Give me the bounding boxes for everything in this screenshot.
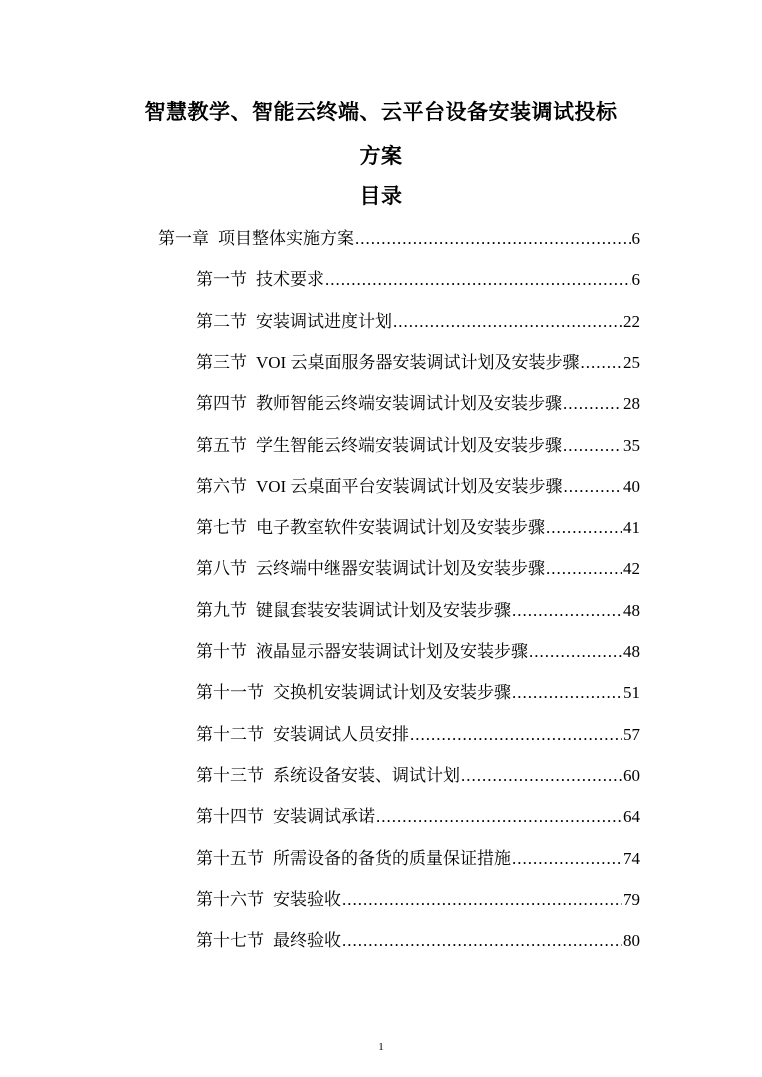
dot-leader — [393, 312, 622, 332]
toc-entry-page: 6 — [631, 229, 640, 248]
dot-leader — [376, 807, 622, 827]
toc-entry-page: 60 — [623, 765, 640, 785]
toc-entry-title: 教师智能云终端安装调试计划及安装步骤 — [256, 394, 562, 414]
dot-leader — [529, 642, 622, 662]
toc-entry-page: 41 — [623, 518, 640, 538]
toc-entry-page: 40 — [623, 476, 640, 496]
toc-entry-page: 22 — [623, 311, 640, 331]
dot-leader — [410, 725, 622, 745]
toc-entry[interactable] — [196, 472, 640, 498]
toc-entry-title: 项目整体实施方案 — [218, 229, 354, 248]
toc-entry-page: 74 — [623, 848, 640, 868]
toc-entry-title: 云终端中继器安装调试计划及安装步骤 — [256, 559, 545, 579]
toc-entry-page: 48 — [623, 600, 640, 620]
toc-entry-page: 35 — [623, 435, 640, 455]
toc-entry[interactable] — [196, 761, 640, 787]
toc-entry[interactable] — [196, 348, 640, 374]
dot-leader — [563, 477, 622, 497]
toc-entry[interactable] — [196, 802, 640, 828]
toc-entry-page: 57 — [623, 724, 640, 744]
toc-entry[interactable] — [196, 554, 640, 580]
toc-entry-title: 安装验收 — [273, 889, 341, 909]
toc-entry[interactable] — [196, 678, 640, 704]
dot-leader — [461, 766, 622, 786]
toc-entry-title: 技术要求 — [256, 270, 324, 290]
toc-entry-title: 液晶显示器安装调试计划及安装步骤 — [256, 642, 528, 661]
dot-leader — [512, 601, 622, 621]
toc-entry-number: 第十六节 — [196, 889, 264, 909]
toc-entry[interactable] — [196, 926, 640, 952]
toc-entry[interactable] — [196, 596, 640, 622]
dot-leader — [355, 229, 631, 249]
toc-entry[interactable] — [196, 844, 640, 870]
dot-leader — [563, 436, 622, 456]
toc-entry-page: 48 — [623, 642, 640, 661]
toc-entry-number: 第四节 — [196, 394, 247, 414]
toc-entry-page: 25 — [623, 352, 640, 372]
dot-leader — [512, 849, 622, 869]
toc-entry-title: 最终验收 — [273, 931, 341, 951]
toc-entry-page: 28 — [623, 394, 640, 414]
toc-entry-number: 第九节 — [196, 600, 247, 620]
toc-entry-title: 安装调试承诺 — [273, 807, 375, 827]
dot-leader — [325, 270, 631, 290]
toc-entry-page: 51 — [623, 683, 640, 703]
toc-entry[interactable] — [196, 389, 640, 415]
toc-entry-page: 42 — [623, 559, 640, 579]
toc-entry-title: 安装调试进度计划 — [256, 311, 392, 331]
toc-entry-number: 第十七节 — [196, 931, 264, 951]
toc-entry-number: 第十一节 — [196, 683, 264, 703]
toc-entry-title: VOI 云桌面平台安装调试计划及安装步骤 — [256, 476, 563, 496]
toc-entry-number: 第一章 — [158, 229, 209, 248]
toc-entry-number: 第八节 — [196, 559, 247, 579]
toc-entry-number: 第五节 — [196, 435, 247, 455]
toc-entry-number: 第一节 — [196, 270, 247, 290]
toc-entry-title: 系统设备安装、调试计划 — [273, 765, 460, 785]
dot-leader — [546, 518, 622, 538]
dot-leader — [342, 931, 622, 951]
toc-entry-title: 学生智能云终端安装调试计划及安装步骤 — [256, 435, 562, 455]
toc-entry-title: 所需设备的备货的质量保证措施 — [273, 848, 511, 868]
toc-heading: 目录 — [359, 185, 403, 208]
page-number: 1 — [378, 1041, 384, 1053]
toc-entry-number: 第十五节 — [196, 848, 264, 868]
toc-entry-number: 第十二节 — [196, 724, 264, 744]
dot-leader — [563, 394, 622, 414]
toc-entry[interactable] — [196, 637, 640, 663]
toc-entry-number: 第三节 — [196, 352, 247, 372]
toc-entry-title: 安装调试人员安排 — [273, 724, 409, 744]
document-title: 智慧教学、智能云终端、云平台设备安装调试投标 — [144, 101, 618, 124]
toc-entry-number: 第六节 — [196, 476, 247, 496]
dot-leader — [546, 559, 622, 579]
toc-entry-page: 80 — [623, 931, 640, 951]
toc-entry-page: 64 — [623, 807, 640, 827]
toc-entry[interactable] — [158, 224, 640, 250]
toc-entry[interactable] — [196, 885, 640, 911]
toc-entry[interactable] — [196, 307, 640, 333]
dot-leader — [342, 890, 622, 910]
toc-entry-page: 6 — [631, 270, 640, 290]
toc-entry-page: 79 — [623, 889, 640, 909]
toc-entry-number: 第二节 — [196, 311, 247, 331]
toc-entry-title: 交换机安装调试计划及安装步骤 — [273, 683, 511, 703]
toc-entry-number: 第十三节 — [196, 765, 264, 785]
toc-entry-number: 第十四节 — [196, 807, 264, 827]
document-title-continued: 方案 — [359, 145, 403, 168]
toc-entry-title: 键鼠套装安装调试计划及安装步骤 — [256, 600, 511, 620]
dot-leader — [512, 683, 622, 703]
toc-entry[interactable] — [196, 720, 640, 746]
toc-entry[interactable] — [196, 431, 640, 457]
toc-entry-number: 第十节 — [196, 642, 247, 661]
toc-entry[interactable] — [196, 513, 640, 539]
toc-entry[interactable] — [196, 265, 640, 291]
dot-leader — [580, 353, 622, 373]
toc-entry-title: VOI 云桌面服务器安装调试计划及安装步骤 — [256, 352, 580, 372]
toc-entry-title: 电子教室软件安装调试计划及安装步骤 — [256, 518, 545, 538]
toc-entry-number: 第七节 — [196, 518, 247, 538]
